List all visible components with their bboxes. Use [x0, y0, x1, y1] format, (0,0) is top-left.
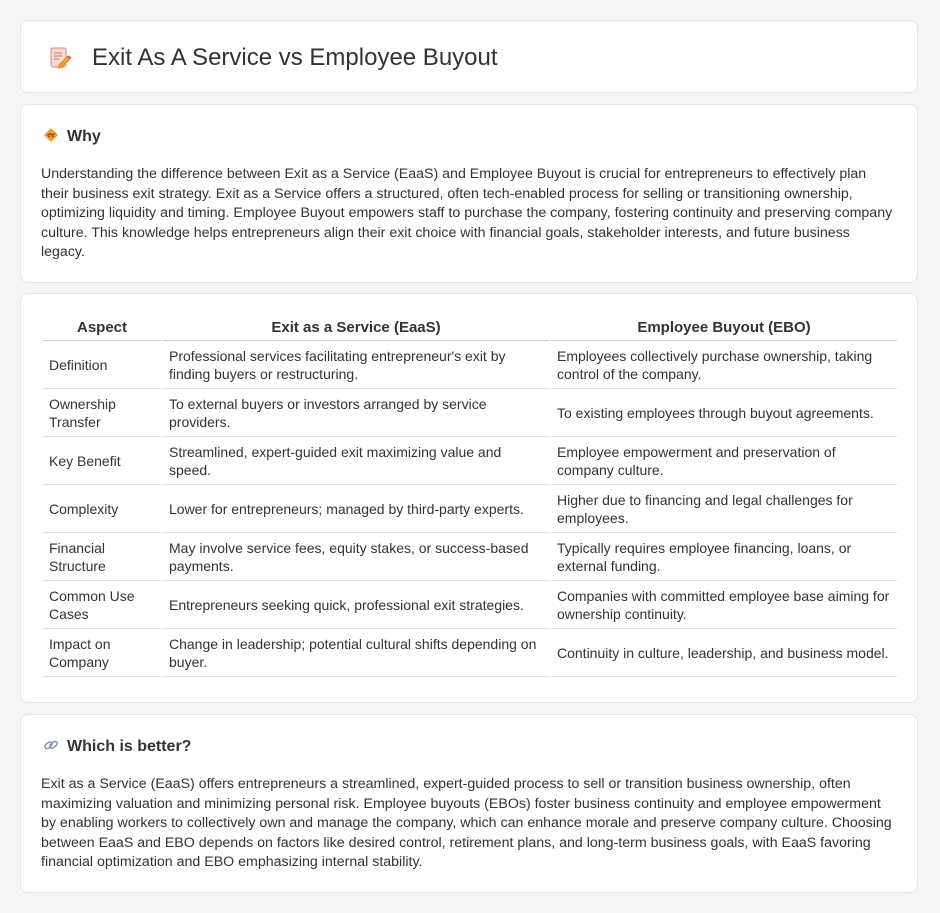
- aspect-cell: Complexity: [43, 485, 161, 533]
- eaas-cell: Change in leadership; potential cultural shifts depending on buyer.: [163, 629, 549, 677]
- better-paragraph: Exit as a Service (EaaS) offers entrepreneurs a streamlined, expert-guided process to sell or transition business ownership, often maximizing valuation and minimizing personal risk. Employee buyouts (EBOs) foster business continuity and employee empowerment by enabling workers to collectively own and manage the company, which can enhance morale and preserve company culture. Choosing between EaaS and EBO depends on factors like desired control, retirement plans, and long-term business goals, with EaaS favoring financial optimization and EBO emphasizing internal stability.: [41, 776, 892, 871]
- table-row: [43, 341, 897, 389]
- better-heading: [43, 737, 191, 757]
- page-title: Exit As A Service vs Employee Buyout: [92, 44, 498, 71]
- why-paragraph: Understanding the difference between Exit as a Service (EaaS) and Employee Buyout is crucial for entrepreneurs to effectively plan their business exit strategy. Exit as a Service offers a structured, often tech-enabled process for selling or transitioning ownership, optimizing liquidity and timing. Employee Buyout empowers staff to purchase the company, fostering continuity and preserving company culture. This knowledge helps entrepreneurs align their exit choice with financial goals, stakeholder interests, and future business legacy.: [41, 166, 893, 261]
- aspect-cell: Key Benefit: [43, 437, 161, 485]
- document-pencil-icon: [47, 45, 73, 71]
- ebo-cell: To existing employees through buyout agreements.: [551, 389, 897, 437]
- table-row: [43, 437, 897, 485]
- eaas-cell: To external buyers or investors arranged by service providers.: [163, 389, 549, 437]
- table-header-row: [43, 314, 897, 341]
- table-row: [43, 389, 897, 437]
- ebo-cell: Employees collectively purchase ownership, taking control of the company.: [551, 341, 897, 389]
- column-header-ebo: Employee Buyout (EBO): [551, 314, 897, 341]
- why-heading: [43, 127, 101, 147]
- eaas-cell: Lower for entrepreneurs; managed by third-party experts.: [163, 485, 549, 533]
- aspect-cell: Ownership Transfer: [43, 389, 161, 437]
- which-is-better-card: [20, 714, 918, 893]
- table-row: [43, 629, 897, 677]
- aspect-cell: Definition: [43, 341, 161, 389]
- aspect-cell: Impact on Company: [43, 629, 161, 677]
- table-row: [43, 533, 897, 581]
- eaas-cell: Streamlined, expert-guided exit maximizing value and speed.: [163, 437, 549, 485]
- better-heading-label: Which is better?: [67, 738, 192, 755]
- aspect-cell: Financial Structure: [43, 533, 161, 581]
- column-header-aspect: Aspect: [43, 314, 161, 341]
- why-card: [20, 104, 918, 283]
- aspect-cell: Common Use Cases: [43, 581, 161, 629]
- ebo-cell: Typically requires employee financing, loans, or external funding.: [551, 533, 897, 581]
- why-heading-label: Why: [67, 128, 101, 145]
- table-row: [43, 581, 897, 629]
- eaas-cell: Professional services facilitating entrepreneur's exit by finding buyers or restructuring.: [163, 341, 549, 389]
- handshake-diamond-icon: [43, 127, 59, 148]
- ebo-cell: Companies with committed employee base aiming for ownership continuity.: [551, 581, 897, 629]
- eaas-cell: May involve service fees, equity stakes, or success-based payments.: [163, 533, 549, 581]
- column-header-eaas: Exit as a Service (EaaS): [163, 314, 549, 341]
- ebo-cell: Continuity in culture, leadership, and business model.: [551, 629, 897, 677]
- link-icon: [43, 737, 59, 758]
- table-row: [43, 485, 897, 533]
- comparison-table: [41, 314, 899, 677]
- comparison-table-card: [20, 293, 918, 703]
- header-card: [20, 20, 918, 93]
- eaas-cell: Entrepreneurs seeking quick, professional exit strategies.: [163, 581, 549, 629]
- ebo-cell: Employee empowerment and preservation of company culture.: [551, 437, 897, 485]
- ebo-cell: Higher due to financing and legal challenges for employees.: [551, 485, 897, 533]
